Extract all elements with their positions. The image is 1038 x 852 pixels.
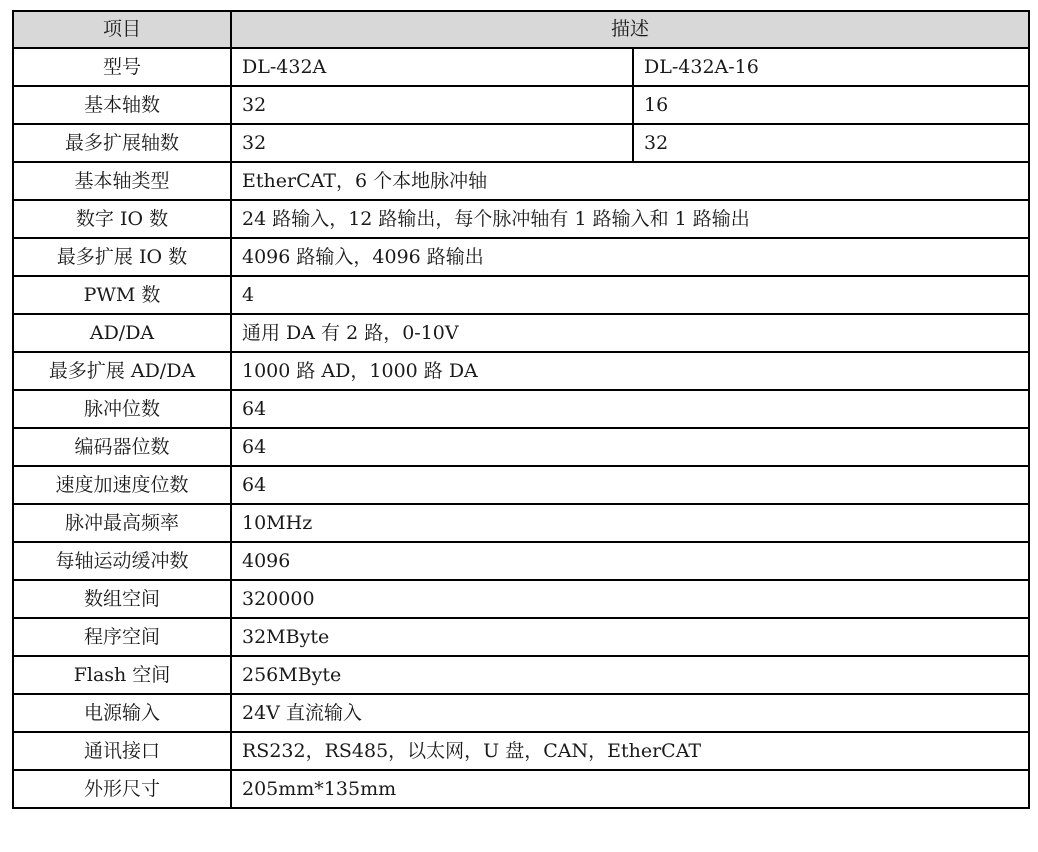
row-value: RS232，RS485，以太网，U 盘，CAN，EtherCAT (231, 732, 1029, 770)
row-value: 24 路输入，12 路输出，每个脉冲轴有 1 路输入和 1 路输出 (231, 200, 1029, 238)
row-value: 205mm*135mm (231, 770, 1029, 808)
row-value: 256MByte (231, 656, 1029, 694)
table-row (13, 390, 1029, 428)
table-row (13, 124, 1029, 162)
row-label: 速度加速度位数 (13, 466, 231, 504)
table-row (13, 86, 1029, 124)
row-value: 24V 直流输入 (231, 694, 1029, 732)
row-label: 每轴运动缓冲数 (13, 542, 231, 580)
header-cell-description: 描述 (231, 11, 1029, 48)
table-row (13, 618, 1029, 656)
table-row (13, 238, 1029, 276)
row-label: 程序空间 (13, 618, 231, 656)
table-row (13, 504, 1029, 542)
table-row (13, 770, 1029, 808)
table-row (13, 542, 1029, 580)
row-label: 型号 (13, 48, 231, 86)
row-value: 32MByte (231, 618, 1029, 656)
table-row (13, 428, 1029, 466)
table-body (13, 48, 1029, 808)
row-value: 1000 路 AD，1000 路 DA (231, 352, 1029, 390)
row-value: 64 (231, 466, 1029, 504)
row-label: 编码器位数 (13, 428, 231, 466)
row-label: AD/DA (13, 314, 231, 352)
table-row (13, 200, 1029, 238)
row-value: 320000 (231, 580, 1029, 618)
table-row (13, 656, 1029, 694)
table-row (13, 314, 1029, 352)
row-label: 通讯接口 (13, 732, 231, 770)
table-row (13, 732, 1029, 770)
table-row (13, 48, 1029, 86)
row-label: 基本轴数 (13, 86, 231, 124)
row-label: 最多扩展轴数 (13, 124, 231, 162)
table-row (13, 694, 1029, 732)
row-value: DL-432A-16 (633, 48, 1029, 86)
table-row (13, 352, 1029, 390)
row-value: 4096 路输入，4096 路输出 (231, 238, 1029, 276)
row-value: 32 (231, 124, 633, 162)
row-label: 最多扩展 IO 数 (13, 238, 231, 276)
row-value: 10MHz (231, 504, 1029, 542)
row-value: 32 (633, 124, 1029, 162)
table-row (13, 580, 1029, 618)
row-value: 64 (231, 428, 1029, 466)
row-label: 数字 IO 数 (13, 200, 231, 238)
row-value: 4096 (231, 542, 1029, 580)
row-value: 16 (633, 86, 1029, 124)
row-label: 脉冲位数 (13, 390, 231, 428)
row-value: EtherCAT，6 个本地脉冲轴 (231, 162, 1029, 200)
row-label: 最多扩展 AD/DA (13, 352, 231, 390)
table-row (13, 466, 1029, 504)
table-row (13, 162, 1029, 200)
header-row (13, 11, 1029, 48)
row-value: 通用 DA 有 2 路，0-10V (231, 314, 1029, 352)
row-label: Flash 空间 (13, 656, 231, 694)
row-value: 64 (231, 390, 1029, 428)
row-value: DL-432A (231, 48, 633, 86)
row-label: PWM 数 (13, 276, 231, 314)
row-label: 脉冲最高频率 (13, 504, 231, 542)
row-value: 32 (231, 86, 633, 124)
row-value: 4 (231, 276, 1029, 314)
row-label: 电源输入 (13, 694, 231, 732)
spec-table (12, 10, 1030, 809)
row-label: 数组空间 (13, 580, 231, 618)
row-label: 外形尺寸 (13, 770, 231, 808)
row-label: 基本轴类型 (13, 162, 231, 200)
header-cell-item: 项目 (13, 11, 231, 48)
table-row (13, 276, 1029, 314)
